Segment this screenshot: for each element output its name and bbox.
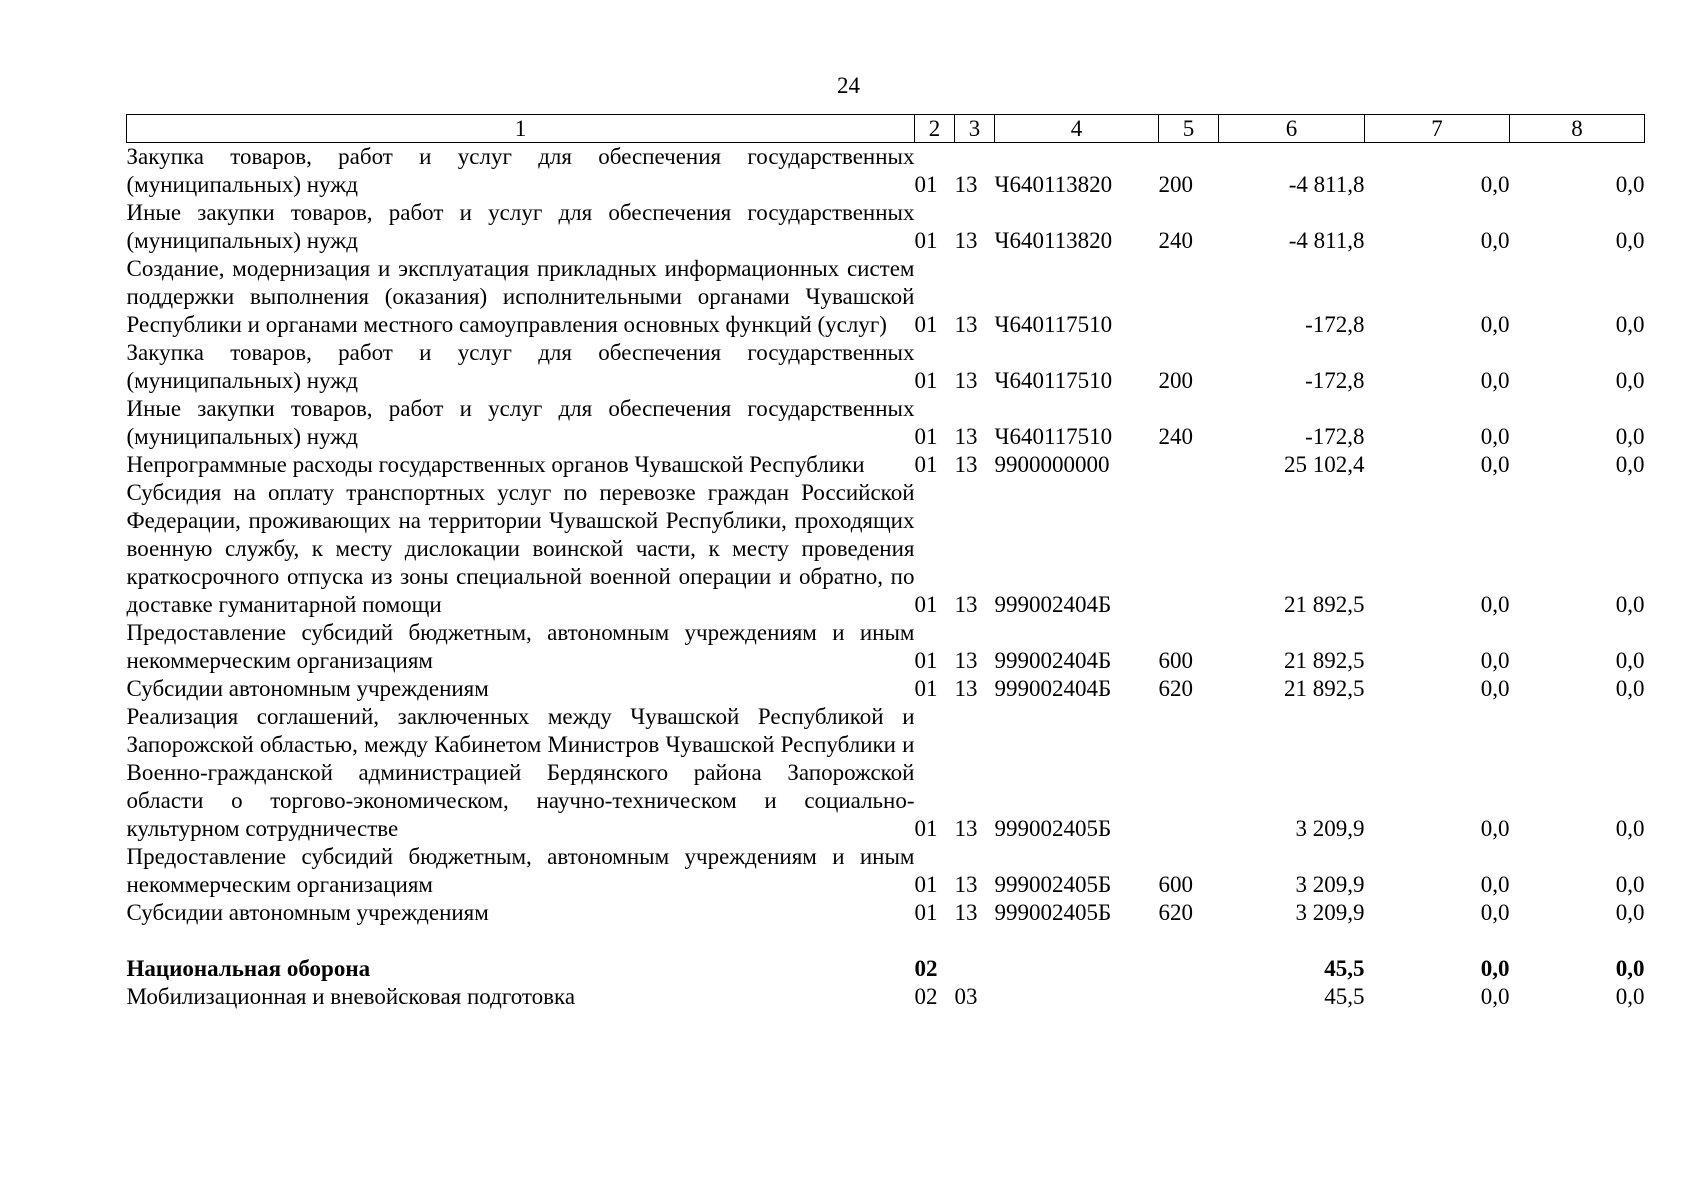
- subsection-code: 13: [954, 648, 978, 673]
- amount-col-7: 0,0: [1480, 900, 1510, 925]
- subsection-code: 13: [954, 172, 978, 197]
- amount-col-7: 0,0: [1480, 172, 1510, 197]
- amount-col-7: 0,0: [1480, 648, 1510, 673]
- spacer-row: [127, 927, 1645, 955]
- subsection-code: 13: [954, 676, 978, 701]
- amount-col-8: 0,0: [1615, 872, 1645, 897]
- item-name: Предоставление субсидий бюджетным, автономным учреждениям и иным некоммерческим организациям: [126, 620, 915, 673]
- target-article-code: 999002405Б: [994, 900, 1112, 925]
- item-name: Закупка товаров, работ и услуг для обеспечения государственных (муниципальных) нужд: [126, 340, 915, 393]
- table-body: [127, 143, 1645, 1012]
- section-code: 02: [914, 956, 938, 981]
- subsection-code: 13: [954, 816, 978, 841]
- amount-col-6: 21 892,5: [1284, 592, 1365, 617]
- column-header-2: 2: [915, 115, 955, 143]
- column-header-8: 8: [1510, 115, 1645, 143]
- expense-type-code: 200: [1158, 172, 1193, 197]
- target-article-code: 999002404Б: [994, 648, 1112, 673]
- expense-type-code: 200: [1158, 368, 1193, 393]
- column-header-1: 1: [127, 115, 915, 143]
- amount-col-8: 0,0: [1615, 956, 1645, 981]
- item-name: Реализация соглашений, заключенных между Чувашской Республикой и Запорожской областью, между Кабинетом Министров Чувашской Республики и Военно-гражданской администрацией Бердянского района Запорожской области о торгово-экономическом, научно-техническом и социально-культурном сотрудничестве: [126, 704, 915, 841]
- amount-col-7: 0,0: [1480, 368, 1510, 393]
- amount-col-6: 25 102,4: [1284, 452, 1365, 477]
- expense-type-code: 620: [1158, 900, 1193, 925]
- amount-col-8: 0,0: [1615, 312, 1645, 337]
- target-article-code: Ч640113820: [994, 172, 1113, 197]
- table-row: [127, 955, 1645, 983]
- amount-col-8: 0,0: [1615, 228, 1645, 253]
- item-name: Национальная оборона: [126, 956, 371, 981]
- target-article-code: Ч640113820: [994, 228, 1113, 253]
- subsection-code: 13: [954, 452, 978, 477]
- amount-col-8: 0,0: [1615, 452, 1645, 477]
- amount-col-6: 3 209,9: [1295, 872, 1365, 897]
- item-name: Непрограммные расходы государственных органов Чувашской Республики: [126, 452, 865, 477]
- item-name: Субсидии автономным учреждениям: [126, 900, 489, 925]
- expense-type-code: 600: [1158, 872, 1193, 897]
- table-row: [127, 843, 1645, 899]
- expense-type-code: [1159, 255, 1219, 339]
- amount-col-8: 0,0: [1615, 816, 1645, 841]
- section-code: 01: [914, 872, 938, 897]
- section-code: 01: [914, 452, 938, 477]
- target-article-code: Ч640117510: [994, 368, 1113, 393]
- amount-col-6: 45,5: [1324, 956, 1365, 981]
- section-code: 01: [914, 368, 938, 393]
- column-header-5: 5: [1159, 115, 1219, 143]
- amount-col-8: 0,0: [1615, 676, 1645, 701]
- amount-col-8: 0,0: [1615, 900, 1645, 925]
- amount-col-8: 0,0: [1615, 592, 1645, 617]
- table-row: [127, 479, 1645, 619]
- amount-col-6: 3 209,9: [1295, 816, 1365, 841]
- target-article-code: 999002405Б: [994, 816, 1112, 841]
- table-row: [127, 339, 1645, 395]
- amount-col-6: -4 811,8: [1288, 172, 1365, 197]
- amount-col-6: 3 209,9: [1295, 900, 1365, 925]
- column-header-4: 4: [995, 115, 1159, 143]
- amount-col-6: 21 892,5: [1284, 648, 1365, 673]
- section-code: 01: [914, 816, 938, 841]
- subsection-code: [955, 955, 995, 983]
- column-header-7: 7: [1365, 115, 1510, 143]
- subsection-code: 13: [954, 872, 978, 897]
- expense-type-code: [1159, 955, 1219, 983]
- section-code: 01: [914, 900, 938, 925]
- amount-col-7: 0,0: [1480, 956, 1510, 981]
- subsection-code: 03: [954, 984, 978, 1009]
- subsection-code: 13: [954, 900, 978, 925]
- section-code: 02: [914, 984, 938, 1009]
- table-row: [127, 199, 1645, 255]
- item-name: Предоставление субсидий бюджетным, автономным учреждениям и иным некоммерческим организациям: [126, 844, 915, 897]
- expense-type-code: [1159, 983, 1219, 1011]
- table-row: [127, 703, 1645, 843]
- table-row: [127, 675, 1645, 703]
- item-name: Субсидии автономным учреждениям: [126, 676, 489, 701]
- section-code: 01: [914, 676, 938, 701]
- subsection-code: 13: [954, 228, 978, 253]
- expense-type-code: [1159, 703, 1219, 843]
- budget-table: [126, 114, 1645, 1011]
- amount-col-6: -172,8: [1305, 312, 1365, 337]
- table-row: [127, 899, 1645, 927]
- amount-col-7: 0,0: [1480, 452, 1510, 477]
- amount-col-7: 0,0: [1480, 676, 1510, 701]
- amount-col-7: 0,0: [1480, 312, 1510, 337]
- table-row: [127, 143, 1645, 200]
- section-code: 01: [914, 312, 938, 337]
- amount-col-6: -4 811,8: [1288, 228, 1365, 253]
- amount-col-6: -172,8: [1305, 368, 1365, 393]
- section-code: 01: [914, 648, 938, 673]
- item-name: Иные закупки товаров, работ и услуг для обеспечения государственных (муниципальных) нужд: [126, 200, 915, 253]
- target-article-code: 999002404Б: [994, 592, 1112, 617]
- table-row: [127, 619, 1645, 675]
- amount-col-8: 0,0: [1615, 172, 1645, 197]
- target-article-code: Ч640117510: [994, 424, 1113, 449]
- amount-col-6: 45,5: [1324, 984, 1365, 1009]
- target-article-code: [995, 955, 1159, 983]
- header-row: [127, 115, 1645, 143]
- amount-col-7: 0,0: [1480, 228, 1510, 253]
- amount-col-6: 21 892,5: [1284, 676, 1365, 701]
- amount-col-6: -172,8: [1305, 424, 1365, 449]
- expense-type-code: [1159, 479, 1219, 619]
- expense-type-code: [1159, 451, 1219, 479]
- subsection-code: 13: [954, 424, 978, 449]
- subsection-code: 13: [954, 368, 978, 393]
- table-row: [127, 395, 1645, 451]
- amount-col-7: 0,0: [1480, 816, 1510, 841]
- target-article-code: [995, 983, 1159, 1011]
- amount-col-8: 0,0: [1615, 368, 1645, 393]
- target-article-code: 999002404Б: [994, 676, 1112, 701]
- column-header-6: 6: [1219, 115, 1365, 143]
- amount-col-7: 0,0: [1480, 592, 1510, 617]
- amount-col-8: 0,0: [1615, 648, 1645, 673]
- expense-type-code: 600: [1158, 648, 1193, 673]
- expense-type-code: 240: [1158, 228, 1193, 253]
- expense-type-code: 240: [1158, 424, 1193, 449]
- page-number: 24: [837, 73, 860, 98]
- target-article-code: 999002405Б: [994, 872, 1112, 897]
- target-article-code: 9900000000: [994, 452, 1110, 477]
- amount-col-7: 0,0: [1480, 424, 1510, 449]
- column-header-3: 3: [955, 115, 995, 143]
- item-name: Иные закупки товаров, работ и услуг для обеспечения государственных (муниципальных) нужд: [126, 396, 915, 449]
- expense-type-code: 620: [1158, 676, 1193, 701]
- amount-col-8: 0,0: [1615, 984, 1645, 1009]
- section-code: 01: [914, 228, 938, 253]
- table-row: [127, 983, 1645, 1011]
- item-name: Закупка товаров, работ и услуг для обеспечения государственных (муниципальных) нужд: [126, 144, 915, 197]
- amount-col-7: 0,0: [1480, 984, 1510, 1009]
- amount-col-7: 0,0: [1480, 872, 1510, 897]
- table-row: [127, 255, 1645, 339]
- item-name: Создание, модернизация и эксплуатация прикладных информационных систем поддержки выполнения (оказания) исполнительными органами Чувашской Республики и органами местного самоуправления основных функций (услуг): [126, 256, 915, 337]
- item-name: Мобилизационная и вневойсковая подготовка: [126, 984, 576, 1009]
- item-name: Субсидия на оплату транспортных услуг по перевозке граждан Российской Федерации, проживающих на территории Чувашской Республики, проходящих военную службу, к месту дислокации воинской части, к месту проведения краткосрочного отпуска из зоны специальной военной операции и обратно, по доставке гуманитарной помощи: [126, 480, 915, 617]
- section-code: 01: [914, 172, 938, 197]
- amount-col-8: 0,0: [1615, 424, 1645, 449]
- table-row: [127, 451, 1645, 479]
- section-code: 01: [914, 592, 938, 617]
- subsection-code: 13: [954, 592, 978, 617]
- spacer-cell: [127, 927, 1645, 955]
- section-code: 01: [914, 424, 938, 449]
- subsection-code: 13: [954, 312, 978, 337]
- target-article-code: Ч640117510: [994, 312, 1113, 337]
